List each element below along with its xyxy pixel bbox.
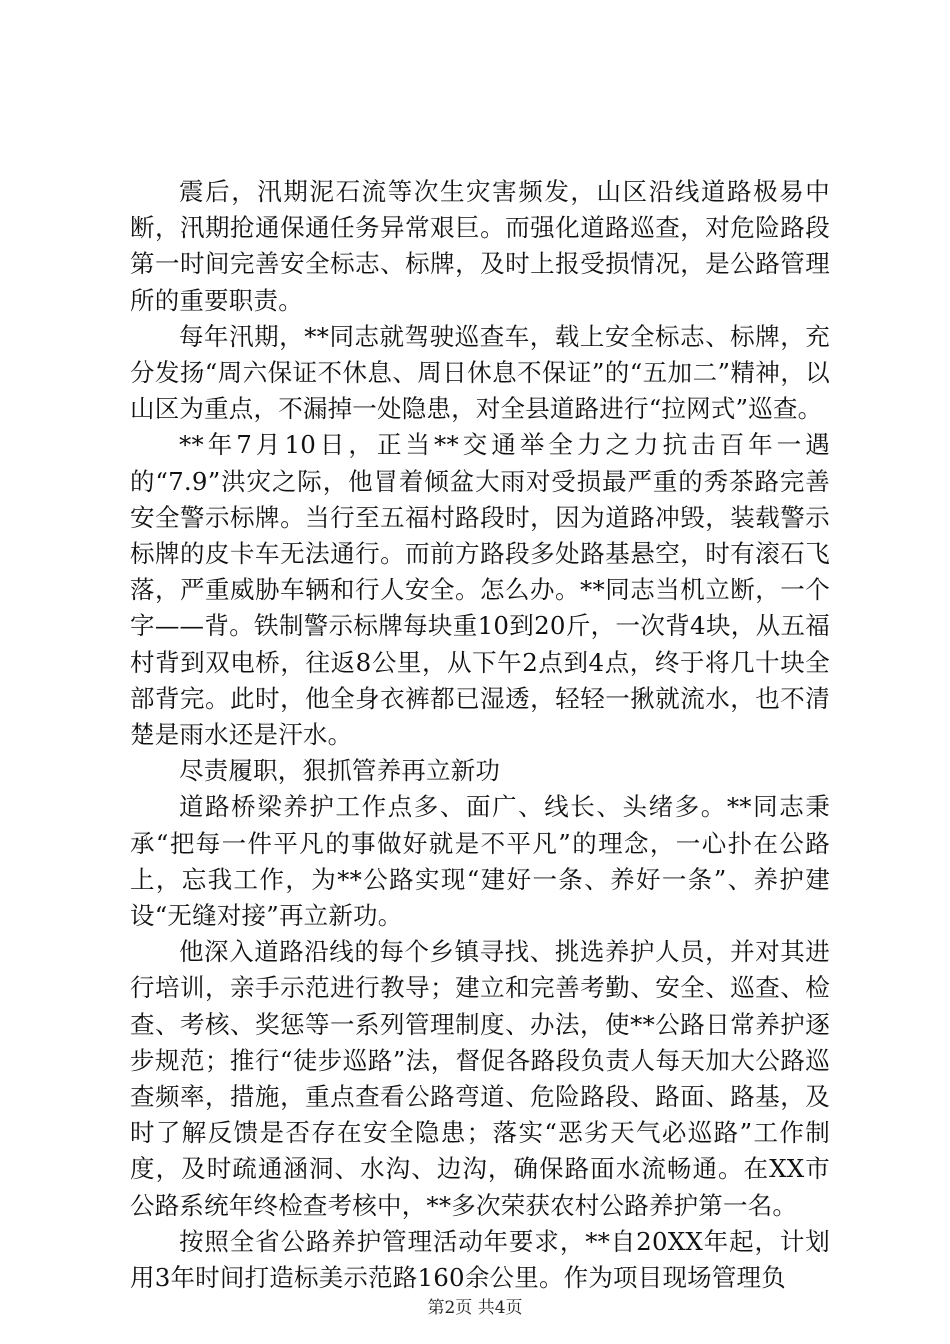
paragraph-july-flood: **年7月10日，正当**交通举全力之力抗击百年一遇的“7.9”洪灾之际，他冒着倾盆大雨对受损最严重的秀茶路完善安全警示标牌。当行至五福村路段时，因为道路冲毁，装载警示标牌的皮卡车无法通行。而前方路段多处路基悬空，时有滚石飞落，严重威胁车辆和行人安全。怎么办。**同志当机立断，一个字——背。铁制警示标牌每块重10到20斤，一次背4块，从五福村背到双电桥，往返8公里，从下午2点到4点，终于将几十块全部背完。此时，他全身衣裤都已湿透，轻轻一揪就流水，也不清楚是雨水还是汗水。 [130,430,830,750]
paragraph-flood-season: 震后，汛期泥石流等次生灾害频发，山区沿线道路极易中断，汛期抢通保通任务异常艰巨。而强化道路巡查，对危险路段第一时间完善安全标志、标牌，及时上报受损情况，是公路管理所的重要职责。 [130,177,830,315]
page-footer: 第2页 共4页 [427,1298,523,1318]
paragraph-maintenance: 道路桥梁养护工作点多、面广、线长、头绪多。**同志秉承“把每一件平凡的事做好就是不平凡”的理念，一心扑在公路上，忘我工作，为**公路实现“建好一条、养好一条”、养护建设“无缝对接”再立新功。 [130,792,830,931]
document-body [130,174,830,1296]
section-heading: 尽责履职，狠抓管养再立新功 [179,756,501,786]
paragraph-management: 他深入道路沿线的每个乡镇寻找、挑选养护人员，并对其进行培训，亲手示范进行教导；建立和完善考勤、安全、巡查、检查、考核、奖惩等一系列管理制度、办法，使**公路日常养护逐步规范；推行“徒步巡路”法，督促各路段负责人每天加大公路巡查频率，措施，重点查看公路弯道、危险路段、路面、路基，及时了解反馈是否存在安全隐患；落实“恶劣天气必巡路”工作制度，及时疏通涵洞、水沟、边沟，确保路面水流畅通。在XX市公路系统年终检查考核中，**多次荣获农村公路养护第一名。 [130,937,830,1220]
paragraph-patrol: 每年汛期，**同志就驾驶巡查车，载上安全标志、标牌，充分发扬“周六保证不休息、周日休息不保证”的“五加二”精神，以山区为重点，不漏掉一处隐患，对全县道路进行“拉网式”巡查。 [130,321,830,424]
paragraph-demo-road: 按照全省公路养护管理活动年要求，**自20XX年起，计划用3年时间打造标美示范路160余公里。作为项目现场管理负 [130,1226,830,1293]
